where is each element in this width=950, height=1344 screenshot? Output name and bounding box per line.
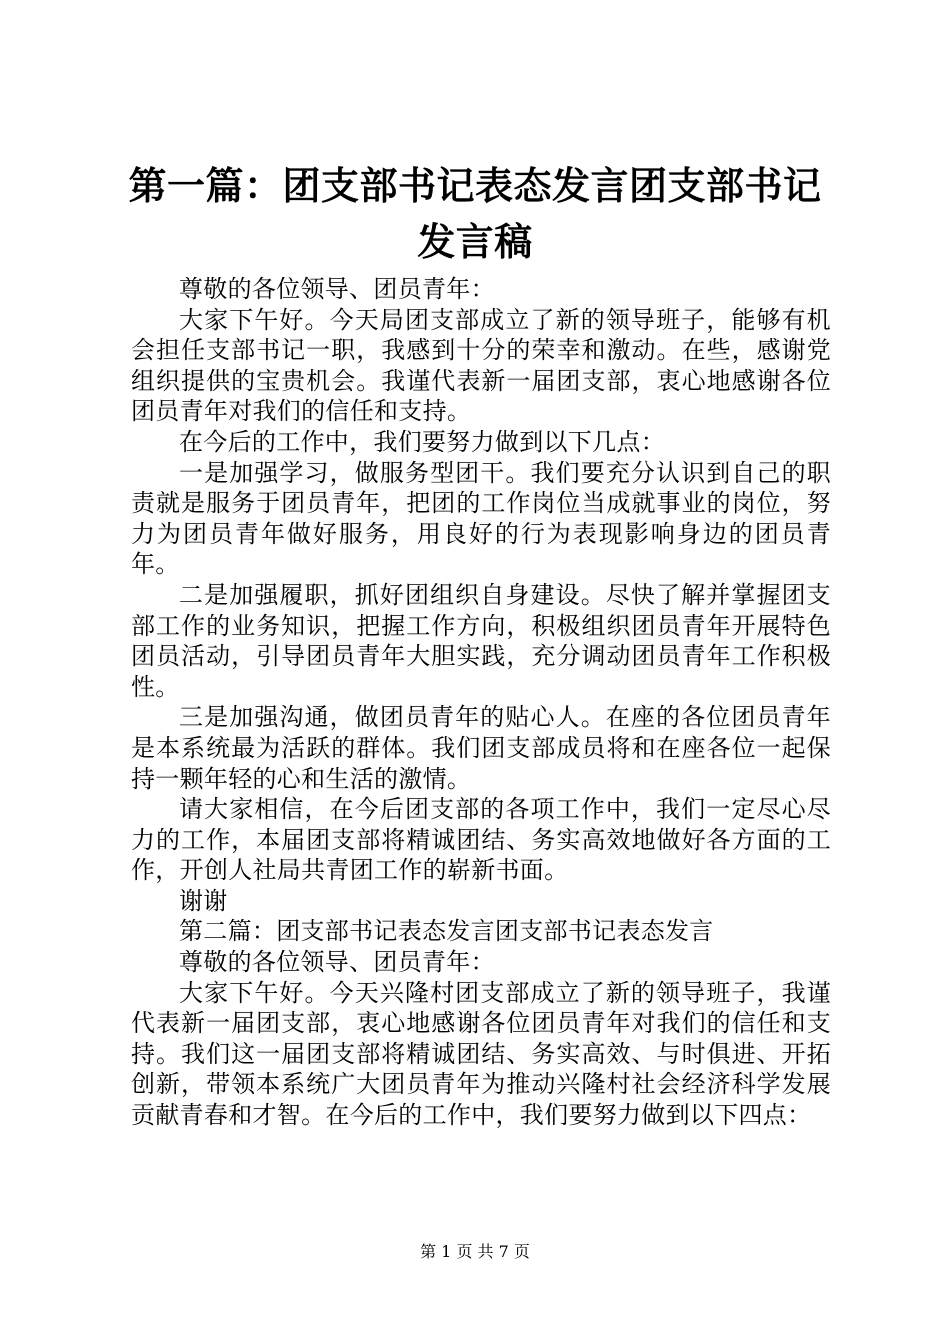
paragraph: 一是加强学习，做服务型团干。我们要充分认识到自己的职责就是服务于团员青年，把团的工作岗位当成就事业的岗位，努力为团员青年做好服务，用良好的行为表现影响身边的团员青年。 — [131, 458, 831, 579]
section-heading: 第二篇：团支部书记表态发言团支部书记表态发言 — [179, 917, 714, 946]
paragraph: 尊敬的各位领导、团员青年： — [179, 275, 495, 303]
page-number-footer: 第 1 页 共 7 页 — [420, 1242, 530, 1261]
document-body — [131, 274, 831, 1131]
paragraph: 在今后的工作中，我们要努力做到以下几点： — [179, 427, 665, 456]
paragraph: 谢谢 — [179, 886, 228, 915]
paragraph: 大家下午好。今天兴隆村团支部成立了新的领导班子，我谨代表新一届团支部，衷心地感谢各位团员青年对我们的信任和支持。我们这一届团支部将精诚团结、务实高效、与时俱进、开拓创新，带领本系统广大团员青年为推动兴隆村社会经济科学发展贡献青春和才智。在今后的工作中，我们要努力做到以下四点： — [131, 978, 831, 1130]
paragraph: 三是加强沟通，做团员青年的贴心人。在座的各位团员青年是本系统最为活跃的群体。我们团支部成员将和在座各位一起保持一颗年轻的心和生活的激情。 — [131, 703, 831, 793]
paragraph: 大家下午好。今天局团支部成立了新的领导班子，能够有机会担任支部书记一职，我感到十分的荣幸和激动。在些，感谢党组织提供的宝贵机会。我谨代表新一届团支部，衷心地感谢各位团员青年对我们的信任和支持。 — [131, 305, 831, 426]
paragraph: 请大家相信，在今后团支部的各项工作中，我们一定尽心尽力的工作，本届团支部将精诚团结、务实高效地做好各方面的工作，开创人社局共青团工作的崭新书面。 — [131, 795, 831, 885]
paragraph: 尊敬的各位领导、团员青年： — [179, 948, 495, 977]
document-title: 第一篇：团支部书记表态发言团支部书记发言稿 — [128, 164, 822, 264]
paragraph: 二是加强履职，抓好团组织自身建设。尽快了解并掌握团支部工作的业务知识，把握工作方向，积极组织团员青年开展特色团员活动，引导团员青年大胆实践，充分调动团员青年工作积极性。 — [131, 580, 831, 701]
